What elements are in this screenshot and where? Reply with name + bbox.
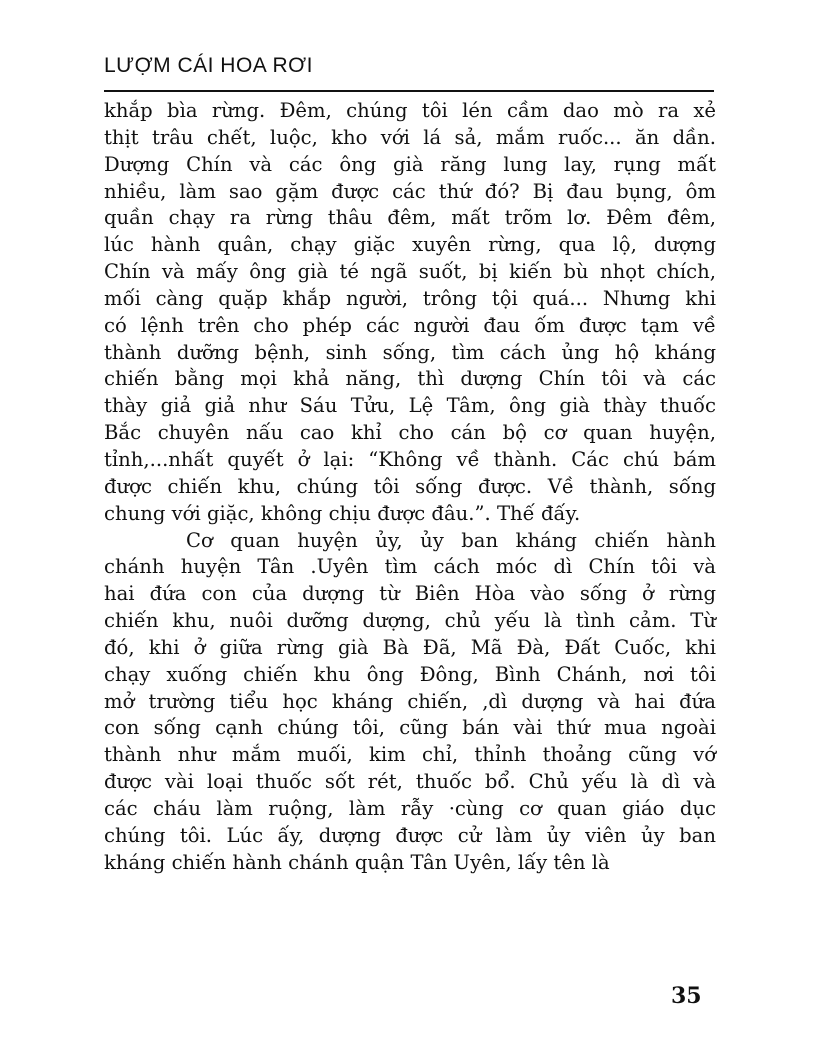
text-line: có lệnh trên cho phép các người đau ốm được tạm về bbox=[104, 313, 716, 337]
text-line: con sống cạnh chúng tôi, cũng bán vài thứ mua ngoài bbox=[104, 716, 716, 740]
text-line: đó, khi ở giữa rừng già Bà Đã, Mã Đà, Đất Cuốc, khi bbox=[104, 635, 716, 659]
paragraph-1 bbox=[104, 98, 716, 528]
text-line: Dượng Chín và các ông già răng lung lay, rụng mất bbox=[104, 152, 716, 176]
text-line: thành như mắm muối, kim chỉ, thỉnh thoảng cũng vớ bbox=[104, 743, 716, 767]
text-line: tỉnh,...nhất quyết ở lại: “Không về thành. Các chú bám bbox=[104, 447, 716, 471]
text-line: các cháu làm ruộng, làm rẫy ·cùng cơ quan giáo dục bbox=[104, 796, 716, 820]
text-line: Chín và mấy ông già té ngã suốt, bị kiến bù nhọt chích, bbox=[104, 260, 716, 284]
text-line: nhiều, làm sao gặm được các thứ đó? Bị đau bụng, ôm bbox=[104, 179, 716, 203]
text-line: chánh huyện Tân .Uyên tìm cách móc dì Chín tôi và bbox=[104, 555, 716, 579]
running-header-title: LƯỢM CÁI HOA RƠI bbox=[104, 54, 313, 77]
text-line: thày giả giả như Sáu Tửu, Lệ Tâm, ông già thày thuốc bbox=[104, 394, 716, 418]
text-line: chiến khu, nuôi dưỡng dượng, chủ yếu là tình cảm. Từ bbox=[104, 609, 716, 633]
text-line: lúc hành quân, chạy giặc xuyên rừng, qua lộ, dượng bbox=[104, 233, 716, 257]
text-line: khắp bìa rừng. Đêm, chúng tôi lén cầm dao mò ra xẻ bbox=[104, 99, 716, 122]
text-line: được chiến khu, chúng tôi sống được. Về thành, sống bbox=[104, 474, 716, 498]
text-line: chạy xuống chiến khu ông Đông, Bình Chánh, nơi tôi bbox=[104, 662, 716, 686]
body-text bbox=[104, 98, 716, 876]
text-line: Cơ quan huyện ủy, ủy ban kháng chiến hành bbox=[186, 528, 716, 552]
text-line: được vài loại thuốc sốt rét, thuốc bổ. Chủ yếu là dì và bbox=[104, 770, 716, 794]
text-line: thịt trâu chết, luộc, kho với lá sả, mắm ruốc... ăn dần. bbox=[104, 125, 716, 149]
page-number: 35 bbox=[671, 983, 702, 1009]
text-line: chiến bằng mọi khả năng, thì dượng Chín tôi và các bbox=[104, 367, 716, 391]
text-line: Bắc chuyên nấu cao khỉ cho cán bộ cơ quan huyện, bbox=[104, 421, 716, 445]
text-line: mở trường tiểu học kháng chiến, ,dì dượng và hai đứa bbox=[104, 689, 716, 713]
text-line: chung với giặc, không chịu được đâu.”. Thế đấy. bbox=[104, 501, 581, 525]
running-header bbox=[104, 52, 714, 92]
text-line: thành dưỡng bệnh, sinh sống, tìm cách ủng hộ kháng bbox=[104, 340, 716, 364]
paragraph-2 bbox=[104, 528, 716, 877]
text-line: hai đứa con của dượng từ Biên Hòa vào sống ở rừng bbox=[104, 582, 716, 606]
text-line: mối càng quặp khắp người, trông tội quá... Nhưng khi bbox=[104, 286, 716, 310]
text-line: kháng chiến hành chánh quận Tân Uyên, lấy tên là bbox=[104, 850, 610, 874]
text-line: chúng tôi. Lúc ấy, dượng được cử làm ủy viên ủy ban bbox=[104, 823, 716, 847]
text-line: quần chạy ra rừng thâu đêm, mất trõm lơ. Đêm đêm, bbox=[104, 206, 716, 230]
